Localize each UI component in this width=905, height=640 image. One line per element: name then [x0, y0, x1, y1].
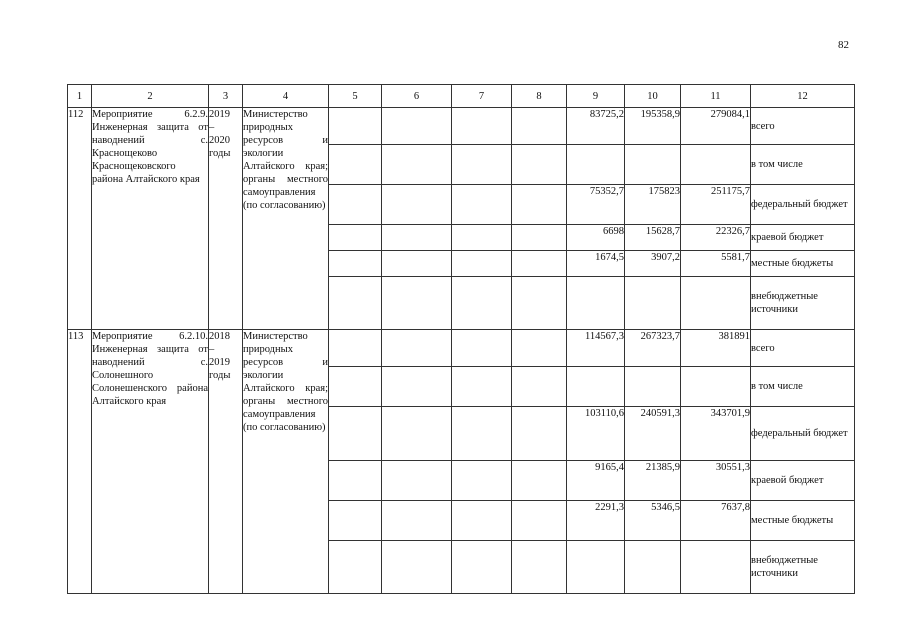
empty-cell	[329, 108, 382, 145]
years-line: годы	[209, 370, 231, 381]
activity-years	[209, 108, 243, 330]
activity-executor: Министерство природных ресурсов и экологии Алтайского края; органы местного самоуправления (по согласованию)	[243, 108, 329, 330]
funding-source: в том числе	[751, 145, 855, 185]
empty-cell	[512, 108, 567, 145]
value-col-11	[681, 541, 751, 594]
column-header: 5	[329, 85, 382, 108]
value-col-10: 240591,3	[625, 407, 681, 461]
empty-cell	[452, 501, 512, 541]
empty-cell	[512, 251, 567, 277]
empty-cell	[512, 501, 567, 541]
empty-cell	[382, 541, 452, 594]
column-header: 1	[68, 85, 92, 108]
activity-title: Мероприятие 6.2.9. Инженерная защита от наводнений с. Краснощеково Краснощековского района Алтайского края	[92, 108, 209, 330]
empty-cell	[512, 145, 567, 185]
row-index: 112	[68, 108, 92, 330]
value-col-10: 15628,7	[625, 225, 681, 251]
years-line: –	[209, 122, 215, 133]
empty-cell	[452, 461, 512, 501]
value-col-11: 279084,1	[681, 108, 751, 145]
funding-source: краевой бюджет	[751, 461, 855, 501]
value-col-10	[625, 145, 681, 185]
funding-source: всего	[751, 108, 855, 145]
funding-source: федеральный бюджет	[751, 407, 855, 461]
value-col-10	[625, 541, 681, 594]
empty-cell	[452, 251, 512, 277]
value-col-11: 30551,3	[681, 461, 751, 501]
column-header: 8	[512, 85, 567, 108]
empty-cell	[329, 541, 382, 594]
years-line: –	[209, 344, 215, 355]
activity-title: Мероприятие 6.2.10. Инженерная защита от наводнений с. Солонешного Солонешенского района Алтайского края	[92, 330, 209, 594]
funding-source: федеральный бюджет	[751, 185, 855, 225]
empty-cell	[452, 225, 512, 251]
column-header: 9	[567, 85, 625, 108]
empty-cell	[382, 407, 452, 461]
empty-cell	[452, 185, 512, 225]
empty-cell	[329, 461, 382, 501]
value-col-11	[681, 367, 751, 407]
column-header: 11	[681, 85, 751, 108]
empty-cell	[452, 541, 512, 594]
empty-cell	[512, 330, 567, 367]
empty-cell	[382, 185, 452, 225]
empty-cell	[452, 108, 512, 145]
value-col-11: 5581,7	[681, 251, 751, 277]
empty-cell	[512, 277, 567, 330]
value-col-9: 9165,4	[567, 461, 625, 501]
page-number: 82	[838, 39, 849, 51]
value-col-9: 75352,7	[567, 185, 625, 225]
row-index: 113	[68, 330, 92, 594]
column-header: 10	[625, 85, 681, 108]
funding-source: всего	[751, 330, 855, 367]
years-line: 2019	[209, 109, 230, 120]
funding-source: местные бюджеты	[751, 251, 855, 277]
column-header-row	[68, 85, 855, 108]
empty-cell	[452, 277, 512, 330]
value-col-9: 114567,3	[567, 330, 625, 367]
activity-years	[209, 330, 243, 594]
value-col-11: 7637,8	[681, 501, 751, 541]
empty-cell	[452, 367, 512, 407]
empty-cell	[382, 108, 452, 145]
funding-source: местные бюджеты	[751, 501, 855, 541]
empty-cell	[512, 407, 567, 461]
empty-cell	[329, 185, 382, 225]
funding-table	[67, 84, 855, 594]
empty-cell	[382, 251, 452, 277]
activity-executor: Министерство природных ресурсов и экологии Алтайского края; органы местного самоуправления (по согласованию)	[243, 330, 329, 594]
value-col-9	[567, 277, 625, 330]
value-col-11	[681, 277, 751, 330]
value-col-9	[567, 541, 625, 594]
value-col-9: 2291,3	[567, 501, 625, 541]
empty-cell	[512, 225, 567, 251]
empty-cell	[329, 501, 382, 541]
value-col-11: 343701,9	[681, 407, 751, 461]
value-col-9: 83725,2	[567, 108, 625, 145]
empty-cell	[382, 367, 452, 407]
empty-cell	[512, 185, 567, 225]
column-header: 4	[243, 85, 329, 108]
funding-source: внебюджетные источники	[751, 277, 855, 330]
empty-cell	[329, 145, 382, 185]
empty-cell	[512, 541, 567, 594]
column-header: 7	[452, 85, 512, 108]
table-row	[68, 108, 855, 145]
column-header: 12	[751, 85, 855, 108]
value-col-9: 1674,5	[567, 251, 625, 277]
empty-cell	[512, 461, 567, 501]
value-col-9	[567, 367, 625, 407]
empty-cell	[452, 407, 512, 461]
value-col-10: 3907,2	[625, 251, 681, 277]
empty-cell	[382, 461, 452, 501]
empty-cell	[382, 277, 452, 330]
value-col-11	[681, 145, 751, 185]
empty-cell	[329, 277, 382, 330]
table-row	[68, 330, 855, 367]
empty-cell	[382, 145, 452, 185]
years-line: годы	[209, 148, 231, 159]
value-col-9: 103110,6	[567, 407, 625, 461]
value-col-10: 5346,5	[625, 501, 681, 541]
empty-cell	[382, 501, 452, 541]
empty-cell	[329, 407, 382, 461]
empty-cell	[329, 330, 382, 367]
column-header: 3	[209, 85, 243, 108]
funding-source: краевой бюджет	[751, 225, 855, 251]
years-line: 2020	[209, 135, 230, 146]
empty-cell	[329, 251, 382, 277]
value-col-11: 22326,7	[681, 225, 751, 251]
funding-source: в том числе	[751, 367, 855, 407]
value-col-9	[567, 145, 625, 185]
years-line: 2019	[209, 357, 230, 368]
value-col-10	[625, 277, 681, 330]
empty-cell	[452, 330, 512, 367]
value-col-10: 175823	[625, 185, 681, 225]
value-col-11: 381891	[681, 330, 751, 367]
empty-cell	[329, 225, 382, 251]
value-col-10: 267323,7	[625, 330, 681, 367]
funding-source: внебюджетные источники	[751, 541, 855, 594]
empty-cell	[382, 330, 452, 367]
column-header: 2	[92, 85, 209, 108]
column-header: 6	[382, 85, 452, 108]
empty-cell	[512, 367, 567, 407]
value-col-11: 251175,7	[681, 185, 751, 225]
empty-cell	[452, 145, 512, 185]
value-col-10: 21385,9	[625, 461, 681, 501]
years-line: 2018	[209, 331, 230, 342]
value-col-9: 6698	[567, 225, 625, 251]
value-col-10	[625, 367, 681, 407]
empty-cell	[382, 225, 452, 251]
empty-cell	[329, 367, 382, 407]
value-col-10: 195358,9	[625, 108, 681, 145]
